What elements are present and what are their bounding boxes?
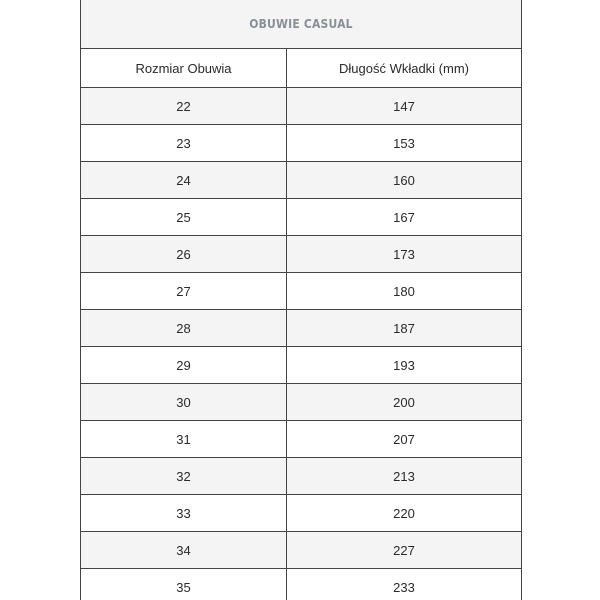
shoe-size-cell: 35 <box>81 569 287 600</box>
insole-length-cell: 167 <box>393 209 415 225</box>
table-row <box>81 347 521 384</box>
table-row <box>81 310 521 347</box>
insole-length-cell: 180 <box>393 283 415 299</box>
table-row <box>81 273 521 310</box>
table-row <box>81 236 521 273</box>
shoe-size-cell: 33 <box>81 495 287 531</box>
insole-length-cell: 200 <box>393 394 415 410</box>
table-row <box>81 458 521 495</box>
table-row <box>81 532 521 569</box>
insole-length-cell: 160 <box>393 172 415 188</box>
table-row <box>81 421 521 458</box>
shoe-size-cell: 24 <box>81 162 287 198</box>
insole-length-cell: 233 <box>393 579 415 595</box>
shoe-size-cell: 27 <box>81 273 287 309</box>
header-insole-length: Długość Wkładki (mm) <box>338 60 469 76</box>
shoe-size-cell: 32 <box>81 458 287 494</box>
shoe-size-cell: 28 <box>81 310 287 346</box>
shoe-size-cell: 23 <box>81 125 287 161</box>
shoe-size-cell: 31 <box>81 421 287 457</box>
size-chart-table <box>80 0 522 600</box>
insole-length-cell: 227 <box>393 542 415 558</box>
shoe-size-cell: 26 <box>81 236 287 272</box>
shoe-size-cell: 29 <box>81 347 287 383</box>
table-row <box>81 88 521 125</box>
shoe-size-cell: 34 <box>81 532 287 568</box>
table-row <box>81 199 521 236</box>
table-header-row <box>81 49 521 88</box>
header-shoe-size: Rozmiar Obuwia <box>81 49 287 87</box>
insole-length-cell: 187 <box>393 320 415 336</box>
table-row <box>81 125 521 162</box>
insole-length-cell: 193 <box>393 357 415 373</box>
insole-length-cell: 173 <box>393 246 415 262</box>
insole-length-cell: 147 <box>393 98 415 114</box>
insole-length-cell: 220 <box>393 505 415 521</box>
table-row <box>81 384 521 421</box>
insole-length-cell: 153 <box>393 135 415 151</box>
table-row <box>81 162 521 199</box>
shoe-size-cell: 22 <box>81 88 287 124</box>
insole-length-cell: 213 <box>393 468 415 484</box>
table-row <box>81 569 521 600</box>
shoe-size-cell: 30 <box>81 384 287 420</box>
table-row <box>81 495 521 532</box>
insole-length-cell: 207 <box>393 431 415 447</box>
shoe-size-cell: 25 <box>81 199 287 235</box>
table-title: OBUWIE CASUAL <box>81 0 521 49</box>
